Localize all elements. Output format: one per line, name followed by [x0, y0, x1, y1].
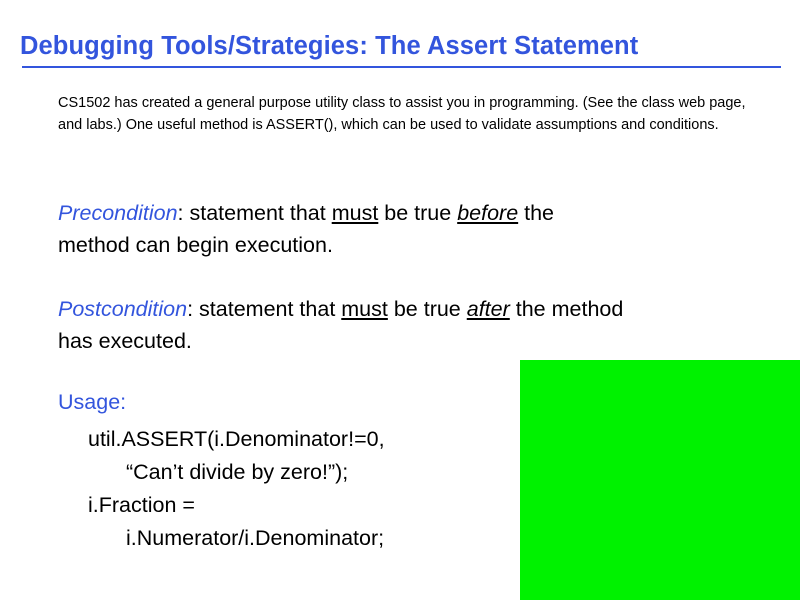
- title-underline: [22, 66, 781, 68]
- postcondition-text-before: statement that: [199, 297, 342, 321]
- precondition-text-before: statement that: [189, 201, 332, 225]
- intro-paragraph: CS1502 has created a general purpose utility class to assist you in programming. (See the class web page, and labs.) One useful method is ASSERT(), which can be used to validate assumptions and conditions.: [58, 95, 746, 133]
- postcondition-block: [58, 293, 658, 357]
- postcondition-text-mid: be true: [387, 297, 467, 321]
- postcondition-term: Postcondition: [58, 297, 188, 321]
- decorative-green-block: [520, 360, 800, 600]
- code-line: “Can’t divide by zero!”);: [126, 460, 349, 484]
- precondition-emph-before: before: [457, 201, 519, 225]
- usage-heading: Usage:: [58, 390, 127, 414]
- postcondition-emph-after: after: [466, 297, 510, 321]
- precondition-colon: :: [177, 201, 190, 225]
- postcondition-text-after: the method has executed.: [58, 297, 624, 353]
- page-title: Debugging Tools/Strategies: The Assert Statement: [20, 32, 639, 60]
- precondition-block: [58, 197, 618, 261]
- code-line: util.ASSERT(i.Denominator!=0,: [88, 427, 385, 451]
- precondition-emph-must: must: [331, 201, 379, 225]
- code-line: i.Numerator/i.Denominator;: [126, 526, 385, 550]
- precondition-text-after: the method can begin execution.: [58, 201, 555, 257]
- code-line: i.Fraction =: [88, 493, 195, 517]
- code-sample: [58, 423, 528, 555]
- precondition-term: Precondition: [58, 201, 178, 225]
- postcondition-colon: :: [187, 297, 200, 321]
- precondition-text-mid: be true: [378, 201, 458, 225]
- postcondition-emph-must: must: [341, 297, 388, 321]
